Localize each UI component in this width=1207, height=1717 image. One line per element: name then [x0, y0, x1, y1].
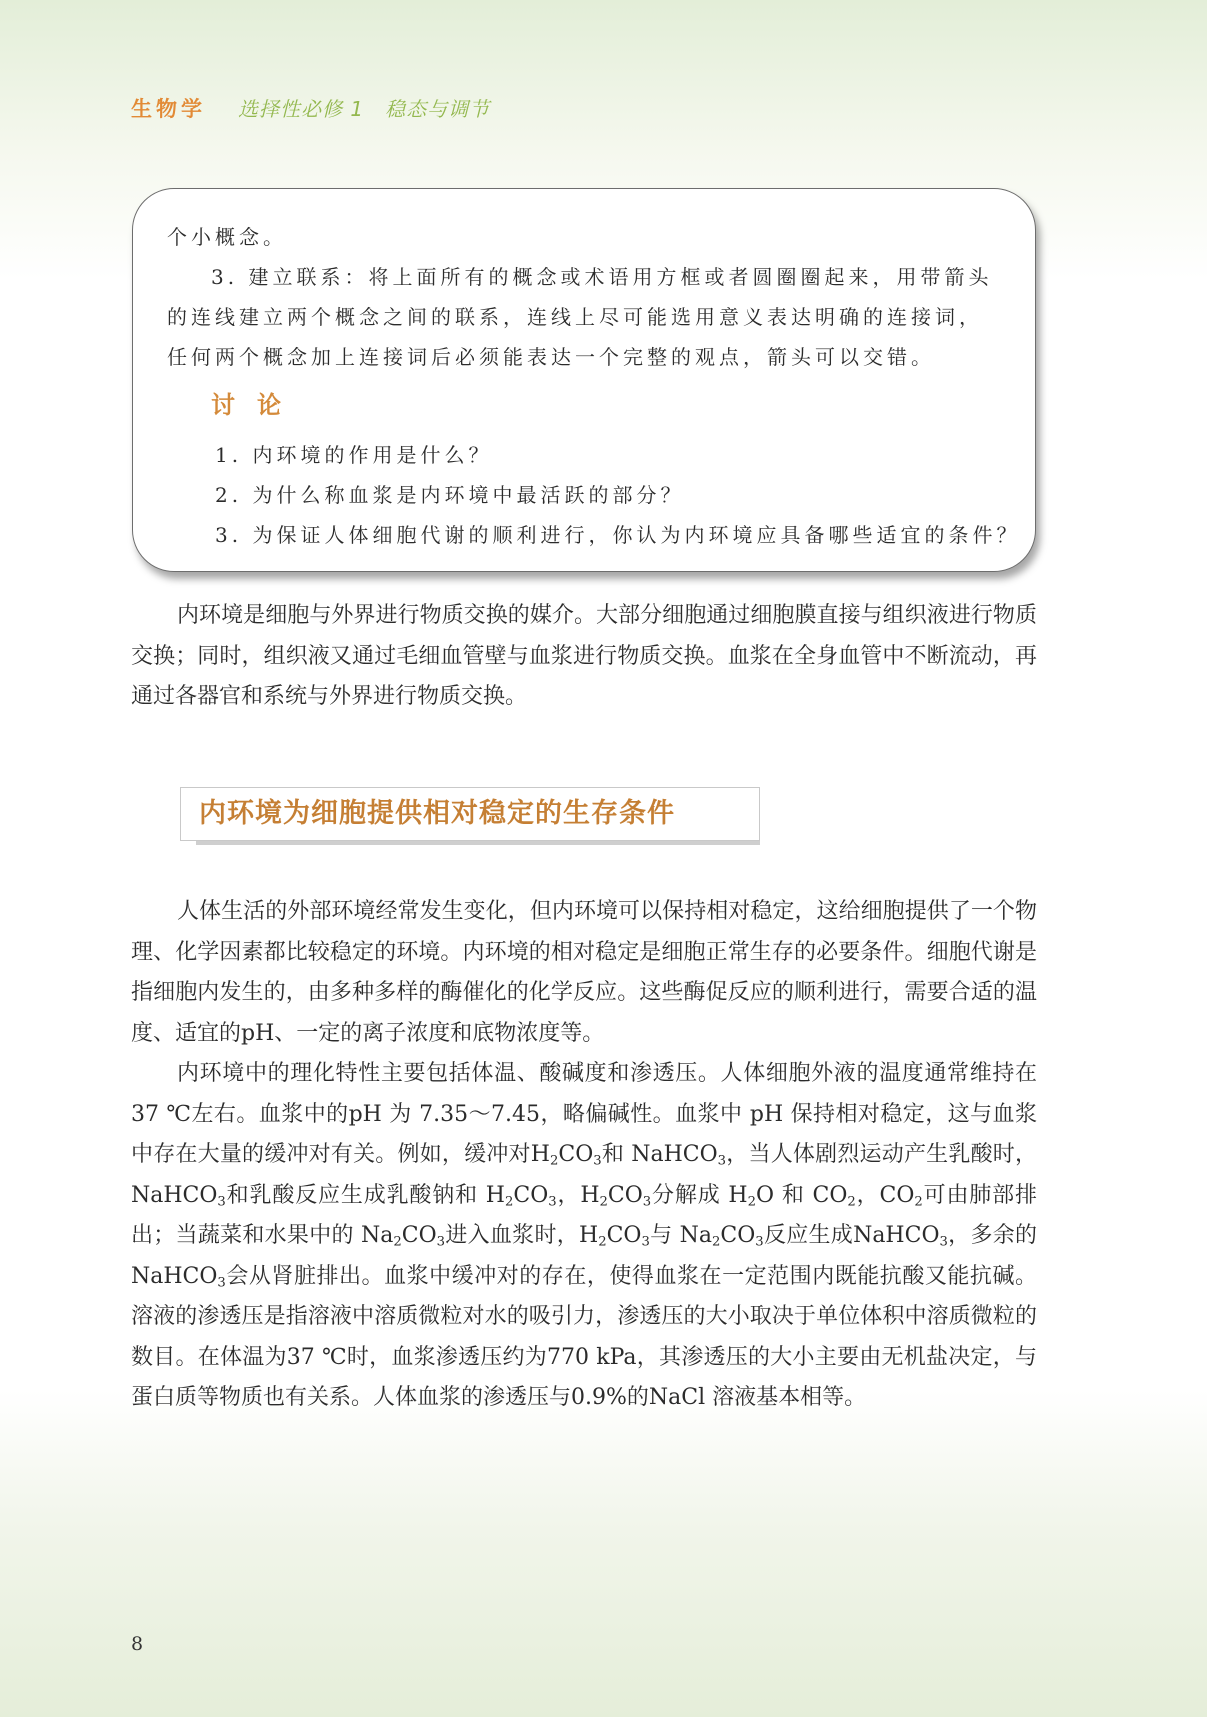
- paragraph-properties: 内环境中的理化特性主要包括体温、酸碱度和渗透压。人体细胞外液的温度通常维持在 37 ℃左右。血浆中的pH 为 7.35～7.45，略偏碱性。血浆中 pH 保持相对稳定，这与血浆中存在大量的缓冲对有关。例如，缓冲对$H_2CO_3$和 NaHCO$_3$，当人体剧烈运动产生乳酸时，NaHCO$_3$和乳酸反应生成乳酸钠和 $H_2CO_3$，$H_2CO_3$分解成 $H_2O$ 和 $CO_2$，$CO_2$可由肺部排出；当蔬菜和水果中的 $Na_2CO_3$进入血浆时，$H_2CO_3$与 $Na_2CO_3$反应生成NaHCO$_3$，多余的NaHCO$_3$会从肾脏排出。血浆中缓冲对的存在，使得血浆在一定范围内既能抗酸又能抗碱。溶液的渗透压是指溶液中溶质微粒对水的吸引力，渗透压的大小取决于单位体积中溶质微粒的数目。在体温为37 ℃时，血浆渗透压约为770 kPa，其渗透压的大小主要由无机盐决定，与蛋白质等物质也有关系。人体血浆的渗透压与0.9%的NaCl 溶液基本相等。: [131, 1061, 1037, 1410]
- discussion-title: 讨论: [211, 391, 303, 419]
- box-line: 任何两个概念加上连接词后必须能表达一个完整的观点，箭头可以交错。: [167, 345, 935, 369]
- box-line: 3. 建立联系：将上面所有的概念或术语用方框或者圆圈圈起来，用带箭头: [211, 265, 993, 289]
- header-book-title: 选择性必修 1 稳态与调节: [238, 97, 491, 121]
- paragraph-text: 人体生活的外部环境经常发生变化，但内环境可以保持相对稳定，这给细胞提供了一个物理、化学因素都比较稳定的环境。内环境的相对稳定是细胞正常生存的必要条件。细胞代谢是指细胞内发生的，由多种多样的酶催化的化学反应。这些酶促反应的顺利进行，需要合适的温度、适宜的pH、一定的离子浓度和底物浓度等。: [131, 899, 1037, 1046]
- section-title: 内环境为细胞提供相对稳定的生存条件: [180, 787, 760, 841]
- paragraph-text: 内环境是细胞与外界进行物质交换的媒介。大部分细胞通过细胞膜直接与组织液进行物质交换；同时，组织液又通过毛细血管壁与血浆进行物质交换。血浆在全身血管中不断流动，再通过各器官和系统与外界进行物质交换。: [131, 603, 1037, 709]
- box-line: 个小概念。: [167, 225, 287, 249]
- page-number: 8: [131, 1633, 144, 1655]
- discussion-question: 3. 为保证人体细胞代谢的顺利进行，你认为内环境应具备哪些适宜的条件？: [215, 523, 1021, 547]
- header-subject: 生物学: [131, 97, 206, 121]
- paragraph-stability: [131, 892, 1037, 1419]
- paragraph-exchange: [131, 596, 1037, 718]
- discussion-question: 1. 内环境的作用是什么？: [215, 443, 493, 467]
- discussion-question: 2. 为什么称血浆是内环境中最活跃的部分？: [215, 483, 685, 507]
- activity-box: [132, 188, 1036, 572]
- box-line: 的连线建立两个概念之间的联系，连线上尽可能选用意义表达明确的连接词，: [167, 305, 983, 329]
- page-header: [131, 93, 490, 123]
